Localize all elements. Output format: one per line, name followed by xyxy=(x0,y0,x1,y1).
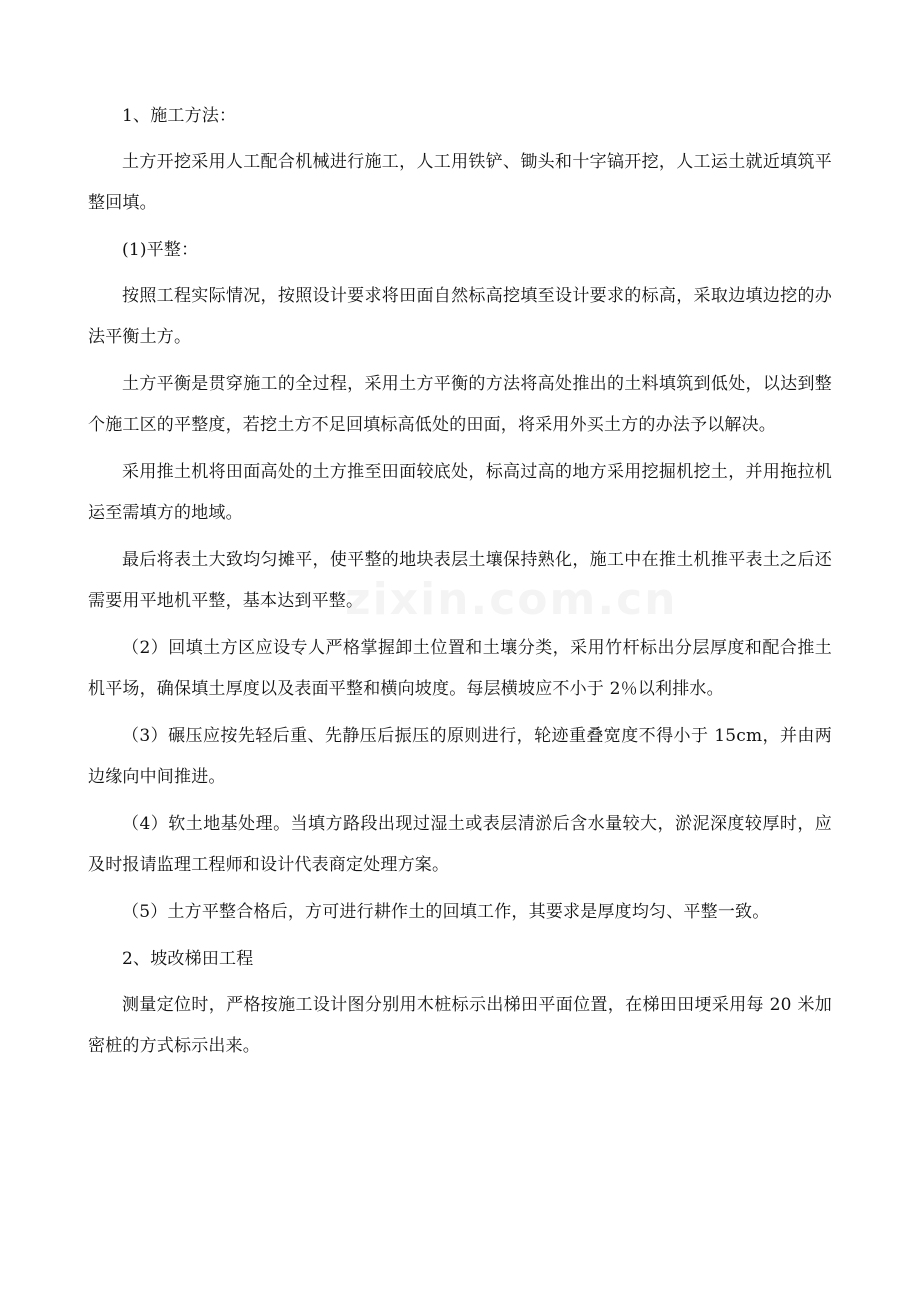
paragraph-leveling-method: 按照工程实际情况，按照设计要求将田面自然标高挖填至设计要求的标高，采取边填边挖的办法平衡土方。 xyxy=(88,286,832,347)
paragraph-topsoil-backfill: （5）土方平整合格后，方可进行耕作土的回填工作，其要求是厚度均匀、平整一致。 xyxy=(122,902,770,922)
section-heading-construction-method: 1、施工方法： xyxy=(122,106,237,126)
paragraph-earthwork-balance: 土方平衡是贯穿施工的全过程，采用土方平衡的方法将高处推出的土料填筑到低处，以达到整个施工区的平整度，若挖土方不足回填标高低处的田面，将采用外买土方的办法予以解决。 xyxy=(88,374,832,435)
paragraph-earthwork-excavation: 土方开挖采用人工配合机械进行施工，人工用铁铲、锄头和十字镐开挖，人工运土就近填筑平整回填。 xyxy=(88,152,832,213)
paragraph-compaction: （3）碾压应按先轻后重、先静压后振压的原则进行，轮迹重叠宽度不得小于 15cm，并由两边缘向中间推进。 xyxy=(88,726,832,787)
section-heading-terraces: 2、坡改梯田工程 xyxy=(122,949,254,969)
paragraph-backfill-area: （2）回填土方区应设专人严格掌握卸土位置和土壤分类，采用竹杆标出分层厚度和配合推土机平场，确保填土厚度以及表面平整和横向坡度。每层横坡应不小于 2％以利排水。 xyxy=(88,638,832,699)
paragraph-topsoil-spreading: 最后将表土大致均匀摊平，使平整的地块表层土壤保持熟化，施工中在推土机推平表土之后还需要用平地机平整，基本达到平整。 xyxy=(88,550,832,611)
paragraph-survey-positioning: 测量定位时，严格按施工设计图分别用木桩标示出梯田平面位置，在梯田田埂采用每 20 米加密桩的方式标示出来。 xyxy=(88,995,832,1056)
paragraph-soft-soil: （4）软土地基处理。当填方路段出现过湿土或表层清淤后含水量较大，淤泥深度较厚时，应及时报请监理工程师和设计代表商定处理方案。 xyxy=(88,814,832,875)
paragraph-bulldozer-use: 采用推土机将田面高处的土方推至田面较底处，标高过高的地方采用挖掘机挖土，并用拖拉机运至需填方的地域。 xyxy=(88,462,832,523)
document-page xyxy=(88,96,832,1073)
subheading-leveling: (1)平整： xyxy=(122,240,199,260)
